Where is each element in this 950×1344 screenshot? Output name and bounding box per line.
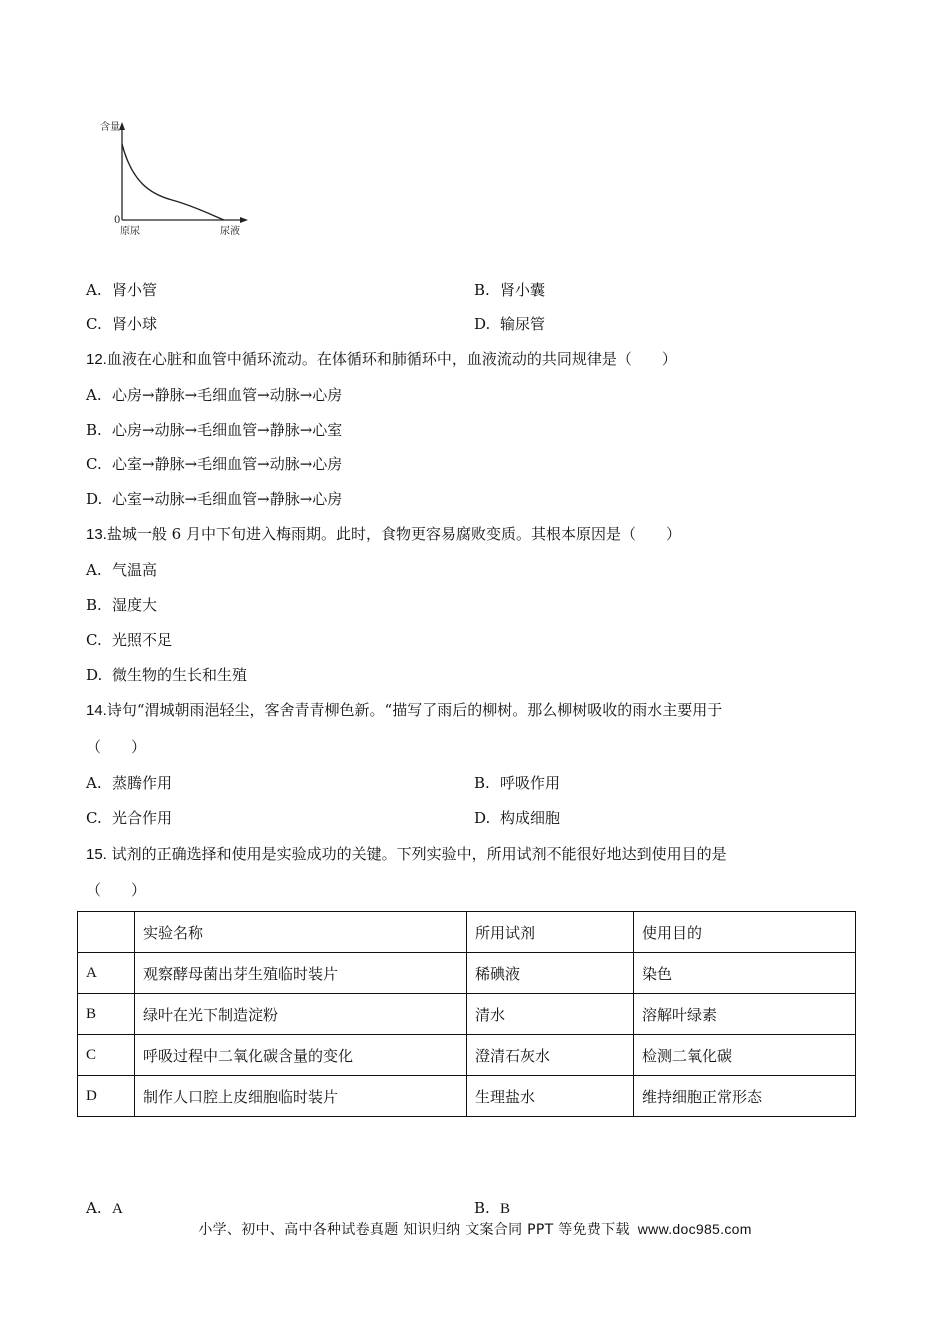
table-cell: 维持细胞正常形态 — [634, 1076, 856, 1117]
table-header-cell: 实验名称 — [135, 912, 467, 953]
q12-option-a[interactable]: A. 心房→静脉→毛细血管→动脉→心房 — [86, 386, 343, 404]
table-row — [78, 953, 856, 994]
q13-option-b[interactable]: B. 湿度大 — [86, 596, 158, 614]
table-cell: 呼吸过程中二氧化碳含量的变化 — [135, 1035, 467, 1076]
y-axis-label: 含量 — [100, 122, 120, 133]
table-cell: 清水 — [467, 994, 634, 1035]
table-cell: 观察酵母菌出芽生殖临时装片 — [135, 953, 467, 994]
q15-bracket: （ ） — [86, 881, 147, 899]
x-axis-arrow — [240, 217, 248, 223]
q14-bracket: （ ） — [86, 738, 147, 756]
reagent-table — [77, 911, 856, 1117]
q15-stem: 15. 试剂的正确选择和使用是实验成功的关键。下列实验中，所用试剂不能很好地达到使用目的是 — [86, 845, 727, 863]
q12-stem: 12.血液在心脏和血管中循环流动。在体循环和肺循环中，血液流动的共同规律是（ ） — [86, 350, 677, 368]
table-cell: 绿叶在光下制造淀粉 — [135, 994, 467, 1035]
table-cell: 澄清石灰水 — [467, 1035, 634, 1076]
table-cell: D — [78, 1076, 135, 1117]
table-cell: 生理盐水 — [467, 1076, 634, 1117]
q14-option-c[interactable]: C. 光合作用 — [86, 809, 173, 827]
q14-option-b[interactable]: B. 呼吸作用 — [474, 774, 561, 792]
q12-option-c[interactable]: C. 心室→静脉→毛细血管→动脉→心房 — [86, 455, 343, 473]
table-header-cell: 使用目的 — [634, 912, 856, 953]
q12-option-b[interactable]: B. 心房→动脉→毛细血管→静脉→心室 — [86, 421, 343, 439]
table-cell: 稀碘液 — [467, 953, 634, 994]
q11-option-a[interactable]: A. 肾小管 — [86, 281, 158, 299]
q13-option-c[interactable]: C. 光照不足 — [86, 631, 173, 649]
table-row — [78, 994, 856, 1035]
q11-option-d[interactable]: D. 输尿管 — [474, 315, 546, 333]
x-tick-label: 尿液 — [220, 226, 240, 237]
content-curve-chart — [100, 116, 260, 246]
q11-option-c[interactable]: C. 肾小球 — [86, 315, 158, 333]
table-row — [78, 1035, 856, 1076]
q12-option-d[interactable]: D. 心室→动脉→毛细血管→静脉→心房 — [86, 490, 343, 508]
origin-label: 0 — [114, 215, 121, 226]
footer-text: 小学、初中、高中各种试卷真题 知识归纳 文案合同 PPT 等免费下载 — [198, 1222, 630, 1238]
page-footer — [0, 1219, 950, 1239]
q14-option-a[interactable]: A. 蒸腾作用 — [86, 774, 173, 792]
x-tick-label: 原尿 — [120, 226, 140, 237]
table-header-cell — [78, 912, 135, 953]
q13-option-a[interactable]: A. 气温高 — [86, 561, 158, 579]
q14-option-d[interactable]: D. 构成细胞 — [474, 809, 561, 827]
table-cell: 制作人口腔上皮细胞临时装片 — [135, 1076, 467, 1117]
q15-option-a[interactable]: A. A — [86, 1199, 123, 1217]
q11-option-b[interactable]: B. 肾小囊 — [474, 281, 546, 299]
table-cell: C — [78, 1035, 135, 1076]
table-header-row — [78, 912, 856, 953]
q14-stem: 14.诗句“渭城朝雨浥轻尘，客舍青青柳色新。“描写了雨后的柳树。那么柳树吸收的雨水主要用于 — [86, 701, 723, 719]
table-cell: A — [78, 953, 135, 994]
table-cell: 染色 — [634, 953, 856, 994]
table-cell: 检测二氧化碳 — [634, 1035, 856, 1076]
footer-url[interactable]: www.doc985.com — [637, 1221, 752, 1237]
series-line — [122, 144, 224, 220]
table-cell: B — [78, 994, 135, 1035]
q13-option-d[interactable]: D. 微生物的生长和生殖 — [86, 666, 248, 684]
table-row — [78, 1076, 856, 1117]
table-header-cell: 所用试剂 — [467, 912, 634, 953]
q15-option-b[interactable]: B. B — [474, 1199, 511, 1217]
table-cell: 溶解叶绿素 — [634, 994, 856, 1035]
q13-stem: 13.盐城一般 6 月中下旬进入梅雨期。此时，食物更容易腐败变质。其根本原因是（ ） — [86, 525, 681, 543]
